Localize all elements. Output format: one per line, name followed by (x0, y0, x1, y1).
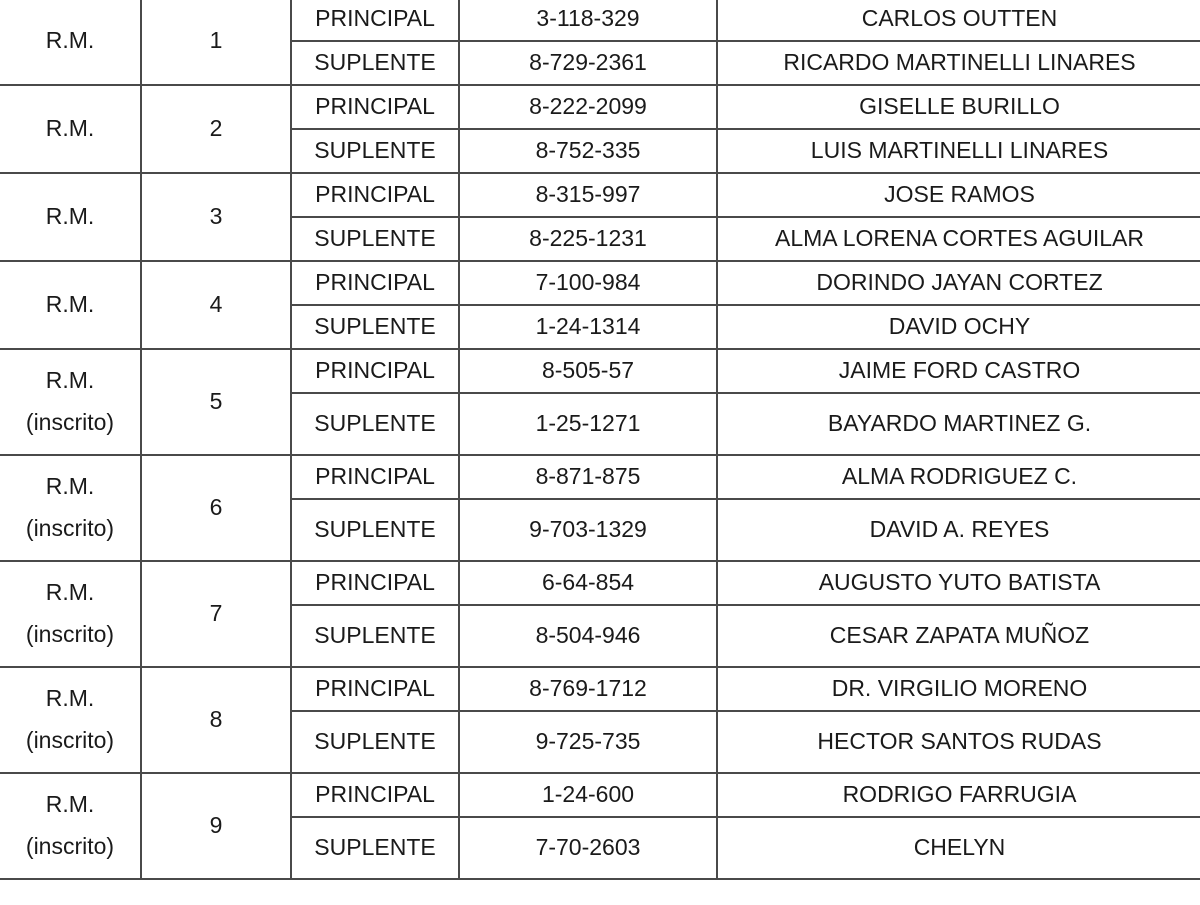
name-cell: DR. VIRGILIO MORENO (717, 667, 1200, 711)
table-row (0, 455, 1200, 499)
party-label: R.M. (45, 203, 95, 230)
name-cell: DORINDO JAYAN CORTEZ (717, 261, 1200, 305)
role-cell: SUPLENTE (291, 129, 459, 173)
circuit-number: 7 (141, 561, 291, 667)
table-row (0, 667, 1200, 711)
party-label: R.M. (45, 473, 95, 500)
id-cell: 8-505-57 (459, 349, 717, 393)
party-label: R.M. (45, 579, 95, 606)
role-cell: PRINCIPAL (291, 85, 459, 129)
party-label: R.M. (45, 791, 95, 818)
name-cell: CESAR ZAPATA MUÑOZ (717, 605, 1200, 667)
role-cell: PRINCIPAL (291, 455, 459, 499)
id-cell: 1-24-1314 (459, 305, 717, 349)
role-cell: PRINCIPAL (291, 561, 459, 605)
circuit-number: 4 (141, 261, 291, 349)
name-cell: HECTOR SANTOS RUDAS (717, 711, 1200, 773)
id-cell: 7-70-2603 (459, 817, 717, 879)
name-cell: CHELYN (717, 817, 1200, 879)
id-cell: 8-222-2099 (459, 85, 717, 129)
role-cell: SUPLENTE (291, 393, 459, 455)
table-row (0, 261, 1200, 305)
party-cell (0, 349, 141, 455)
party-cell (0, 667, 141, 773)
circuit-number: 6 (141, 455, 291, 561)
role-cell: SUPLENTE (291, 711, 459, 773)
name-cell: BAYARDO MARTINEZ G. (717, 393, 1200, 455)
id-cell: 9-703-1329 (459, 499, 717, 561)
role-cell: SUPLENTE (291, 305, 459, 349)
party-label: R.M. (45, 291, 95, 318)
table-row (0, 173, 1200, 217)
circuit-number: 3 (141, 173, 291, 261)
id-cell: 9-725-735 (459, 711, 717, 773)
party-note: (inscrito) (25, 621, 115, 647)
name-cell: AUGUSTO YUTO BATISTA (717, 561, 1200, 605)
circuit-number: 9 (141, 773, 291, 879)
party-note: (inscrito) (25, 833, 115, 859)
name-cell: ALMA RODRIGUEZ C. (717, 455, 1200, 499)
name-cell: LUIS MARTINELLI LINARES (717, 129, 1200, 173)
id-cell: 8-769-1712 (459, 667, 717, 711)
name-cell: JOSE RAMOS (717, 173, 1200, 217)
name-cell: RICARDO MARTINELLI LINARES (717, 41, 1200, 85)
circuit-number: 5 (141, 349, 291, 455)
role-cell: SUPLENTE (291, 41, 459, 85)
name-cell: CARLOS OUTTEN (717, 0, 1200, 41)
role-cell: SUPLENTE (291, 817, 459, 879)
role-cell: PRINCIPAL (291, 0, 459, 41)
circuit-number: 8 (141, 667, 291, 773)
id-cell: 8-315-997 (459, 173, 717, 217)
name-cell: JAIME FORD CASTRO (717, 349, 1200, 393)
circuit-number: 1 (141, 0, 291, 85)
id-cell: 8-729-2361 (459, 41, 717, 85)
party-cell (0, 261, 141, 349)
id-cell: 3-118-329 (459, 0, 717, 41)
role-cell: PRINCIPAL (291, 667, 459, 711)
id-cell: 8-504-946 (459, 605, 717, 667)
party-note: (inscrito) (25, 409, 115, 435)
party-cell (0, 561, 141, 667)
id-cell: 7-100-984 (459, 261, 717, 305)
party-label: R.M. (45, 115, 95, 142)
table-row (0, 0, 1200, 41)
party-cell (0, 455, 141, 561)
role-cell: PRINCIPAL (291, 261, 459, 305)
table-row (0, 85, 1200, 129)
name-cell: ALMA LORENA CORTES AGUILAR (717, 217, 1200, 261)
id-cell: 8-871-875 (459, 455, 717, 499)
party-label: R.M. (45, 367, 95, 394)
id-cell: 1-24-600 (459, 773, 717, 817)
party-note: (inscrito) (25, 515, 115, 541)
table-row (0, 561, 1200, 605)
table-row (0, 773, 1200, 817)
party-note: (inscrito) (25, 727, 115, 753)
role-cell: PRINCIPAL (291, 173, 459, 217)
party-label: R.M. (45, 27, 95, 54)
name-cell: RODRIGO FARRUGIA (717, 773, 1200, 817)
name-cell: DAVID A. REYES (717, 499, 1200, 561)
table-row (0, 349, 1200, 393)
role-cell: PRINCIPAL (291, 773, 459, 817)
party-cell (0, 173, 141, 261)
circuit-number: 2 (141, 85, 291, 173)
role-cell: SUPLENTE (291, 217, 459, 261)
id-cell: 1-25-1271 (459, 393, 717, 455)
id-cell: 8-225-1231 (459, 217, 717, 261)
role-cell: PRINCIPAL (291, 349, 459, 393)
name-cell: GISELLE BURILLO (717, 85, 1200, 129)
id-cell: 6-64-854 (459, 561, 717, 605)
party-cell (0, 85, 141, 173)
role-cell: SUPLENTE (291, 605, 459, 667)
id-cell: 8-752-335 (459, 129, 717, 173)
party-cell (0, 0, 141, 85)
role-cell: SUPLENTE (291, 499, 459, 561)
party-label: R.M. (45, 685, 95, 712)
name-cell: DAVID OCHY (717, 305, 1200, 349)
party-cell (0, 773, 141, 879)
